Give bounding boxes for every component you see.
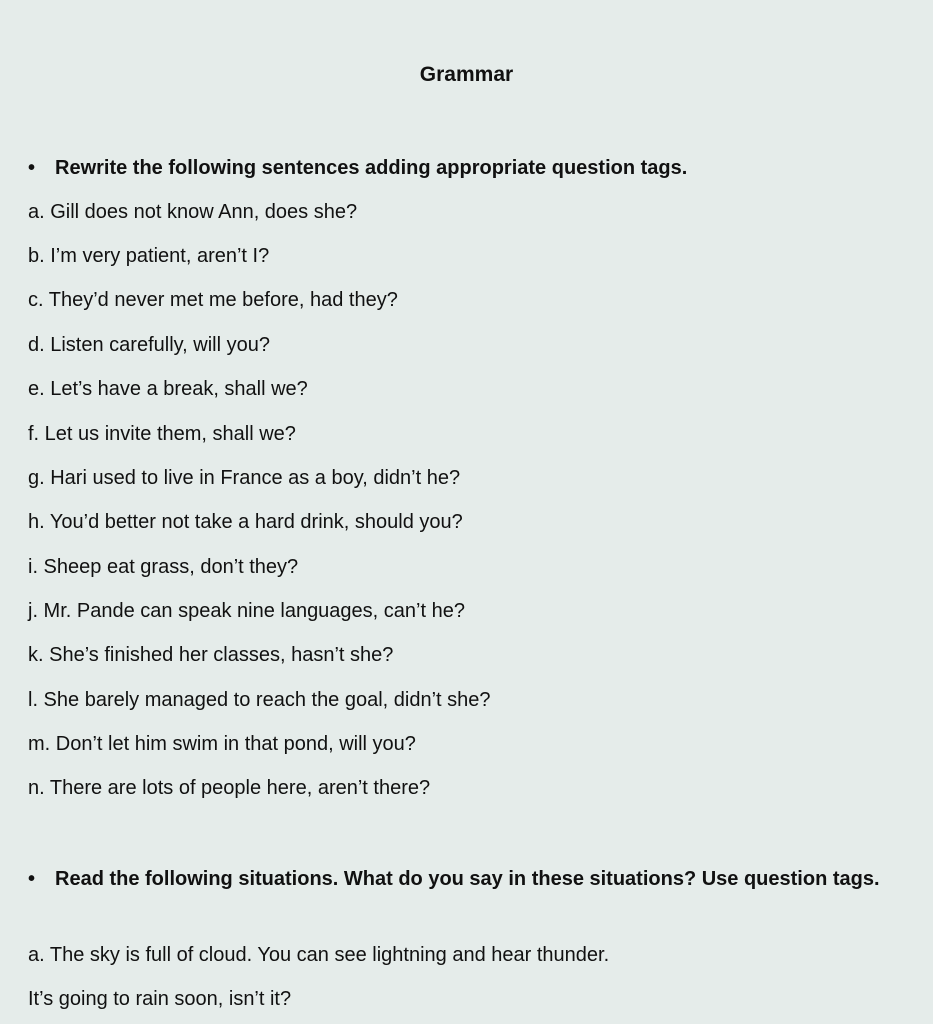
section1-heading-text: Rewrite the following sentences adding appropriate question tags. bbox=[55, 157, 688, 179]
page-title: Grammar bbox=[419, 63, 514, 86]
list-item: e. Let’s have a break, shall we? bbox=[28, 378, 308, 400]
list-item: n. There are lots of people here, aren’t there? bbox=[28, 777, 431, 799]
bullet-icon: • bbox=[28, 868, 36, 890]
list-item: i. Sheep eat grass, don’t they? bbox=[28, 556, 299, 578]
list-item: h. You’d better not take a hard drink, should you? bbox=[28, 511, 463, 533]
list-item: k. She’s finished her classes, hasn’t she? bbox=[28, 644, 394, 666]
list-item: f. Let us invite them, shall we? bbox=[28, 423, 296, 445]
list-item: m. Don’t let him swim in that pond, will you? bbox=[28, 733, 416, 755]
section2-heading-text: Read the following situations. What do you say in these situations? Use question tags. bbox=[55, 868, 880, 890]
list-item: c. They’d never met me before, had they? bbox=[28, 289, 398, 311]
list-item: a. The sky is full of cloud. You can see lightning and hear thunder. bbox=[28, 944, 610, 966]
list-item: j. Mr. Pande can speak nine languages, can’t he? bbox=[28, 600, 465, 622]
list-item: b. I’m very patient, aren’t I? bbox=[28, 245, 270, 267]
list-item: l. She barely managed to reach the goal, didn’t she? bbox=[28, 689, 491, 711]
list-item: g. Hari used to live in France as a boy, didn’t he? bbox=[28, 467, 461, 489]
list-item: a. Gill does not know Ann, does she? bbox=[28, 201, 358, 223]
bullet-icon: • bbox=[28, 157, 36, 179]
section1-heading bbox=[28, 152, 898, 184]
list-item: d. Listen carefully, will you? bbox=[28, 334, 270, 356]
list-item: It’s going to rain soon, isn’t it? bbox=[28, 988, 292, 1010]
section2-heading bbox=[28, 863, 898, 895]
